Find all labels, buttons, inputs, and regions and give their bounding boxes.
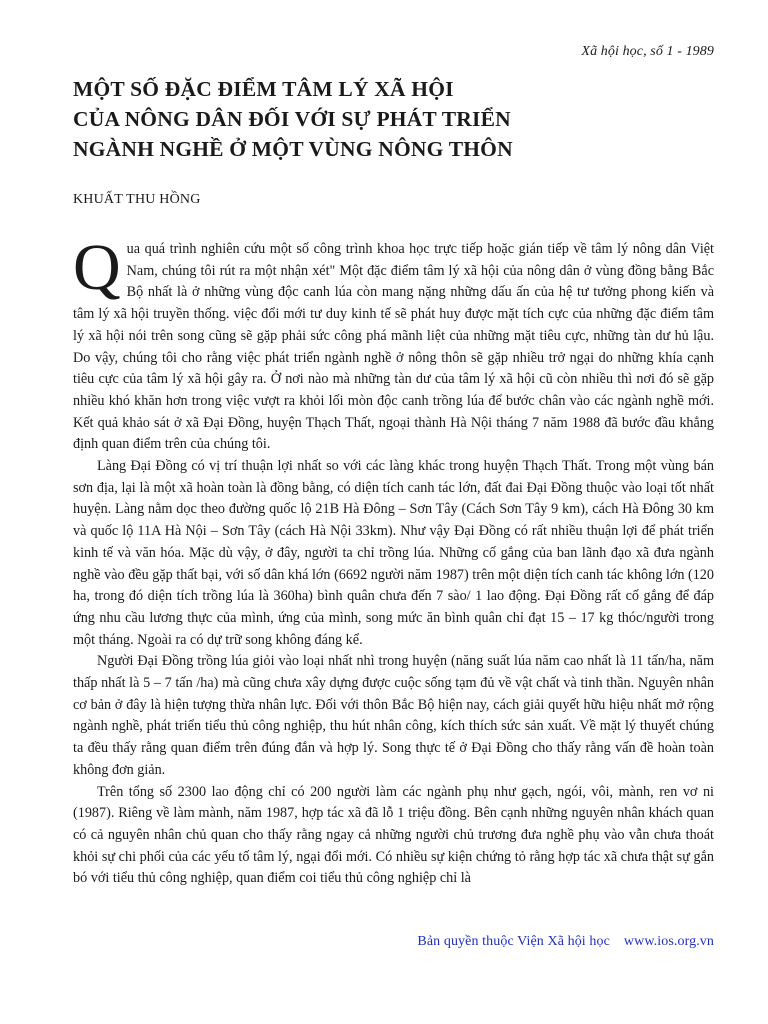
title-line-2: CỦA NÔNG DÂN ĐỐI VỚI SỰ PHÁT TRIỂN — [73, 107, 511, 131]
paragraph-3: Người Đại Đồng trồng lúa giỏi vào loại nhất nhì trong huyện (năng suất lúa năm cao nhất là 11 tấn/ha, năm thấp nhất là 5 – 7 tấn /ha) mà cũng chưa xây dựng được cuộc sống tạm đủ về vật chất và tinh thần. Nguyên nhân cơ bản ở đây là hiện tượng thừa nhân lực. Đối với thôn Bắc Bộ hiện nay, cách giải quyết hữu hiệu nhất mở rộng ngành nghề, phát triển tiểu thủ công nghiệp, thu hút nhân công, kích thích sức sản xuất. Về mặt lý thuyết chúng ta đều thấy rằng quan điểm trên đúng đắn và hợp lý. Song thực tế ở Đại Đồng cho thấy rằng vấn đề hoàn toàn không đơn giản. — [73, 653, 714, 778]
drop-cap: Q — [73, 231, 121, 304]
author-name: KHUẤT THU HỒNG — [73, 192, 201, 207]
article-title — [73, 74, 713, 164]
title-line-1: MỘT SỐ ĐẶC ĐIỂM TÂM LÝ XÃ HỘI — [73, 77, 454, 101]
article-body — [73, 231, 714, 890]
paragraph-1 — [73, 231, 714, 456]
paragraph-2: Làng Đại Đồng có vị trí thuận lợi nhất so với các làng khác trong huyện Thạch Thất. Trong một vùng bán sơn địa, lại là một xã hoàn toàn là đồng bằng, có diện tích canh tác lớn, đất đai Đại Đồng thuộc vào loại tốt nhất huyện. Làng nằm dọc theo đường quốc lộ 21B Hà Đông – Sơn Tây (Cách Sơn Tây 9 km), cách Hà Đông 30 km và quốc lộ 11A Hà Nội – Sơn Tây (cách Hà Nội 33km). Như vậy Đại Đồng có rất nhiều thuận lợi để phát triển kinh tế và văn hóa. Mặc dù vậy, ở đây, người ta chỉ trồng lúa. Những cố gắng của ban lãnh đạo xã đưa ngành nghề vào đều gặp thất bại, với số dân khá lớn (6692 người năm 1987) trên một diện tích canh tác không lớn (120 ha, trong đó diện tích trồng lúa là 360ha) bình quân chưa đến 7 sào/ 1 lao động. Đại Đồng rất cố gắng để đáp ứng nhu cầu lương thực của mình, ứng của mình, song mức ăn bình quân chỉ đạt 15 – 17 kg thóc/người trong một tháng. Ngoài ra có dự trữ song không đáng kể. — [73, 458, 714, 648]
paragraph-4: Trên tổng số 2300 lao động chỉ có 200 người làm các ngành phụ như gạch, ngói, vôi, mành, ren vơ ni (1987). Riêng về làm mành, năm 1987, hợp tác xã đã lỗ 1 triệu đồng. Bên cạnh những nguyên nhân khách quan có cả nguyên nhân chủ quan cho thấy rằng ngay cả những người chủ trương đưa nghề phụ vào vẫn chưa thoát khỏi sự chi phối của các yếu tố tâm lý, ngại đổi mới. Có nhiều sự kiện chứng tỏ rằng hợp tác xã chưa thật sự gắn bó với tiểu thủ công nghiệp, quan điểm coi tiểu thủ công nghiệp chỉ là — [73, 783, 714, 887]
website-link[interactable]: www.ios.org.vn — [623, 934, 714, 949]
copyright-footer — [417, 934, 714, 950]
copyright-text: Bản quyền thuộc Viện Xã hội học — [417, 934, 610, 949]
journal-reference: Xã hội học, số 1 - 1989 — [581, 44, 714, 59]
paragraph-1-text: ua quá trình nghiên cứu một số công trình khoa học trực tiếp hoặc gián tiếp về tâm lý nông dân Việt Nam, chúng tôi rút ra một nhận xét" Một đặc điểm tâm lý xã hội của nông dân ở vùng đồng bằng Bắc Bộ nhất là ở những vùng độc canh lúa còn mang nặng những dấu ấn của hệ tư tưởng phong kiến và tâm lý xã hội truyền thống. việc đổi mới tư duy kinh tế sẽ phát huy được mặt tích cực của những đặc điểm tâm lý xã hội nói trên song cũng sẽ gặp phải sức công phá mãnh liệt của những mặt tiêu cực, những tàn dư hủ lậu. Do vậy, chúng tôi cho rằng việc phát triển ngành nghề ở nông thôn sẽ gặp nhiều trở ngại do những khía cạnh tiêu cực của tâm lý xã hội gây ra. Ở nơi nào mà những tàn dư của tâm lý xã hội cũ còn nhiều thì nơi đó sẽ gặp nhiều khó khăn hơn trong việc vượt ra khỏi lối mòn độc canh trồng lúa để bước chân vào các ngành nghề mới. Kết quả khảo sát ở xã Đại Đồng, huyện Thạch Thất, ngoại thành Hà Nội tháng 7 năm 1988 đã bước đầu khẳng định quan điểm trên của chúng tôi. — [73, 241, 714, 453]
title-line-3: NGÀNH NGHỀ Ở MỘT VÙNG NÔNG THÔN — [73, 137, 513, 161]
